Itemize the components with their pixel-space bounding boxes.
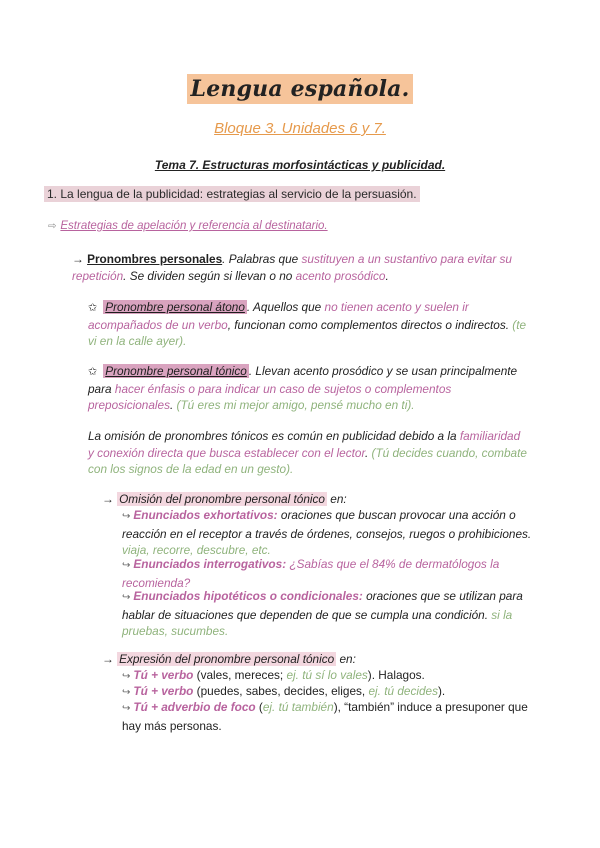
expresion-list-title: Expresión del pronombre personal tónico bbox=[119, 652, 335, 666]
pronombres-text-3: . bbox=[385, 268, 389, 283]
return-arrow-icon: ↪ bbox=[122, 560, 131, 571]
omision-item-3-example: si la pruebas, sucumbes. bbox=[122, 607, 513, 638]
omision-list-heading bbox=[102, 491, 532, 508]
omision-text-2: . bbox=[364, 445, 372, 460]
omision-item-1 bbox=[122, 507, 532, 559]
expresion-item-2-example: ej. tú decides bbox=[368, 684, 438, 698]
expresion-item-2-text-1: (puedes, sabes, decides, eliges, bbox=[193, 684, 369, 698]
document-subtitle-wrap bbox=[0, 120, 600, 138]
tonico-pink-1: hacer énfasis o para indicar un caso de sujetos o complementos preposicionales bbox=[88, 381, 452, 412]
star-icon: ✩ bbox=[88, 302, 98, 314]
atono-paragraph bbox=[88, 299, 528, 350]
pronombres-paragraph bbox=[72, 251, 532, 284]
arrow-icon: → bbox=[102, 652, 114, 666]
expresion-item-3-text-2: ), “también” induce a presuponer que hay más personas. bbox=[122, 700, 528, 733]
arrow-icon: → bbox=[102, 492, 114, 506]
return-arrow-icon: ↪ bbox=[122, 687, 131, 698]
expresion-list-colon: en: bbox=[336, 652, 356, 666]
tonico-example: (Tú eres mi mejor amigo, pensé mucho en ti). bbox=[176, 398, 415, 412]
expresion-item-1-example: ej. tú sí lo vales bbox=[286, 668, 368, 682]
arrow-right-icon: ⇨ bbox=[48, 221, 57, 232]
section-heading: 1. La lengua de la publicidad: estrategias al servicio de la persuasión. bbox=[44, 186, 420, 202]
arrow-icon: → bbox=[72, 252, 84, 266]
tonico-title: Pronombre personal tónico bbox=[105, 364, 247, 378]
tonico-text-2: . bbox=[169, 398, 177, 412]
return-arrow-icon: ↪ bbox=[122, 592, 131, 603]
omision-item-3 bbox=[122, 588, 532, 640]
subsection-label: Estrategias de apelación y referencia al destinatario. bbox=[60, 220, 328, 232]
expresion-item-3-example: ej. tú también bbox=[262, 700, 334, 714]
omision-item-1-text: oraciones que buscan provocar una acción o reacción en el receptor a través de órdenes, consejos, ruegos o prohibiciones. bbox=[122, 508, 532, 541]
omision-item-1-example: viaja, recorre, descubre, etc. bbox=[122, 543, 271, 557]
omision-paragraph bbox=[88, 428, 528, 478]
return-arrow-icon: ↪ bbox=[122, 671, 131, 682]
atono-example: (te vi en la calle ayer). bbox=[88, 317, 527, 348]
star-icon: ✩ bbox=[88, 366, 98, 378]
omision-pink-1: familiaridad y conexión directa que busca establecer con el lector bbox=[88, 429, 521, 460]
omision-list-colon: en: bbox=[326, 492, 347, 506]
pronombres-text-1: . Palabras que bbox=[222, 252, 302, 266]
expresion-item-2-text-2: ). bbox=[437, 684, 446, 698]
pronombres-text-2: . Se dividen según si llevan o no bbox=[123, 268, 296, 283]
pronombres-pink-2: acento prosódico bbox=[295, 268, 386, 283]
expresion-item-2-label: Tú + verbo bbox=[133, 684, 194, 698]
expresion-item-3 bbox=[122, 699, 532, 734]
omision-item-3-label: Enunciados hipotéticos o condicionales: bbox=[133, 589, 363, 603]
expresion-list-heading bbox=[102, 651, 532, 668]
omision-item-2 bbox=[122, 556, 532, 591]
omision-item-2-label: Enunciados interrogativos: bbox=[133, 557, 287, 571]
atono-pink-1: no tienen acento y suelen ir acompañados de un verbo bbox=[88, 300, 469, 332]
tema-heading: Tema 7. Estructuras morfosintácticas y publicidad. bbox=[154, 158, 446, 172]
omision-item-1-label: Enunciados exhortativos: bbox=[133, 508, 278, 522]
expresion-item-3-label: Tú + adverbio de foco bbox=[133, 700, 256, 714]
document-subtitle: Bloque 3. Unidades 6 y 7. bbox=[214, 120, 386, 137]
tonico-text-1: . Llevan acento prosódico y se usan principalmente para bbox=[88, 364, 518, 396]
pronombres-pink-1: sustituyen a un sustantivo para evitar su repetición bbox=[72, 252, 512, 283]
expresion-item-1-text-1: (vales, mereces; bbox=[193, 668, 287, 682]
tema-heading-wrap bbox=[0, 156, 600, 174]
return-arrow-icon: ↪ bbox=[122, 703, 131, 714]
omision-item-3-text: oraciones que se utilizan para hablar de situaciones que dependen de que se cumpla una condición. bbox=[122, 589, 523, 622]
document-title: Lengua española. bbox=[187, 74, 414, 104]
omision-item-2-text: ¿Sabías que el 84% de dermatólogos la recomienda? bbox=[122, 557, 500, 590]
subsection-heading bbox=[48, 220, 328, 232]
document-title-wrap bbox=[0, 74, 600, 104]
atono-text-1: . Aquellos que bbox=[246, 300, 325, 314]
omision-example: (Tú decides cuando, combate con los signos de la edad en un gesto). bbox=[88, 445, 527, 476]
tonico-paragraph bbox=[88, 363, 528, 414]
pronombres-title: Pronombres personales bbox=[87, 252, 223, 266]
atono-text-2: , funcionan como complementos directos o indirectos. bbox=[227, 317, 510, 332]
expresion-item-1-label: Tú + verbo bbox=[133, 668, 194, 682]
omision-text-1: La omisión de pronombres tónicos es común en publicidad debido a la bbox=[88, 429, 460, 443]
atono-title: Pronombre personal átono bbox=[105, 300, 245, 314]
omision-list-title: Omisión del pronombre personal tónico bbox=[119, 492, 325, 506]
expresion-item-1-text-2: ). Halagos. bbox=[367, 668, 425, 682]
return-arrow-icon: ↪ bbox=[122, 511, 131, 522]
expresion-item-3-text-1: ( bbox=[255, 700, 263, 714]
